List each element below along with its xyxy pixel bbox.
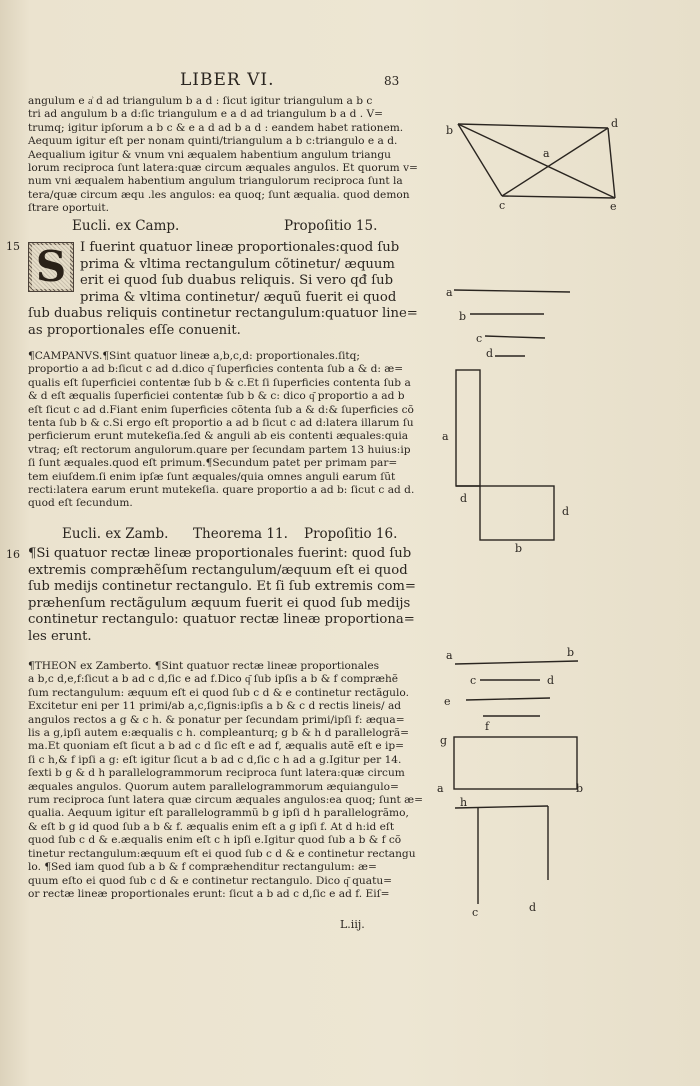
theon-line: lo. ¶Sed iam quod ſub a b & f compræhenditur rectangulum: æ= — [28, 861, 377, 874]
fig3-label-e: e — [444, 695, 451, 708]
theon-line: Excitetur eni per 11 primi/ab a,c,ſignis:ipſis a b & c d rectis lineis/ ad — [28, 700, 402, 713]
campanus-line: perficierum erunt mutekeſia.ſed & anguli ab eis contenti æquales:quia — [28, 430, 409, 443]
theon-line: ¶THEON ex Zamberto. ¶Sint quatuor rectæ lineæ proportionales — [28, 660, 380, 672]
prop16-line: les erunt. — [28, 628, 92, 644]
fig3-label-f: f — [485, 720, 490, 733]
fig3-label-d: d — [547, 674, 555, 687]
fig2-label-c: c — [476, 332, 483, 345]
campanus-line: ſi ſunt æquales.quod eſt primum.¶Secundum patet per primam par= — [28, 457, 398, 470]
fig3-label-g: g — [440, 734, 448, 747]
prop16-line: ¶Si quatuor rectæ lineæ proportionales fuerint: quod ſub — [28, 546, 412, 561]
prop15-line: erit ei quod ſub duabus reliquis. Si vero qđ ſub — [80, 273, 394, 289]
theon-line: quod ſub c d & e.æqualis enim eſt c h ipſi e.Igitur quod ſub a b & f cõ — [28, 834, 402, 847]
campanus-line: vtraq; eſt rectorum angulorum.quare per ſecundam partem 13 huius:ip — [28, 443, 411, 456]
fig1-label-d: d — [611, 117, 619, 130]
fig3-label-d-bottom: d — [529, 901, 537, 914]
fig1-label-e: e — [610, 200, 617, 213]
prop15-line: prima & vltima continetur/ æquũ fuerit ei quod — [80, 289, 397, 305]
proof-line: Aequalium igitur & vnum vni æqualem habentium angulum triangu — [28, 148, 391, 161]
theon-line: ma.Et quoniam eſt ſicut a b ad c d ſic eſt e ad f, æqualis autẽ eſt e ip= — [28, 740, 405, 753]
prop15-line: ſub duabus reliquis continetur rectangulum:quatuor line= — [28, 306, 418, 322]
figure-proposition-16 — [454, 661, 578, 904]
theon-line: & eſt b g id quod ſub a b & f. æqualis enim eſt a g ipſi f. At d h:id eſt — [28, 820, 395, 833]
campanus-line: ¶CAMPANVS.¶Sint quatuor lineæ a,b,c,d: proportionales.ſitq; — [28, 350, 360, 362]
theon-line: or rectæ lineæ proportionales erunt: ſicut a b ad c d,ſic e ad f. Eiſ= — [28, 887, 390, 900]
heading-eucli-zamb: Eucli. ex Zamb. — [62, 526, 169, 542]
theon-line: æquales angulos. Quorum autem parallelogrammorum æquiangulo= — [28, 780, 399, 793]
proof-line: Aequum igitur eſt per nonam quinti/triangulum a b c:triangulo e a d. — [28, 135, 398, 148]
heading-propositio-15: Propoſitio 15. — [284, 218, 378, 234]
fig3-label-a: a — [446, 649, 453, 662]
proof-line: trumq; igitur ipſorum a b c & e a d ad b a d : eandem habet rationem. — [28, 121, 404, 134]
fig2-label-d: d — [486, 347, 494, 360]
signature-mark: L.iij. — [340, 918, 365, 931]
campanus-line: tem eiuſdem.ſi enim ipſæ ſunt æquales/quia omnes anguli earum ſũt — [28, 470, 396, 483]
theon-line: lis a g,ipſi autem e:æqualis c h. compleanturq; g b & h d parallelogrã= — [28, 727, 410, 740]
campanus-line: proportio a ad b:ſicut c ad d.dico q͂ ſuperficies contenta ſub a & d: æ= — [28, 363, 404, 376]
heading-eucli-camp: Eucli. ex Camp. — [72, 218, 180, 234]
heading-theorema-11: Theorema 11. — [193, 526, 288, 542]
fig1-label-a: a — [543, 147, 550, 160]
campanus-line: eſt ſicut c ad d.Fiant enim ſuperficies cõtenta ſub a & d:& ſuperficies cõ — [28, 403, 414, 416]
prop16-line: ſub medijs continetur rectangulo. Et ſi ſub extremis com= — [28, 579, 416, 595]
fig2-label-a-rect: a — [442, 430, 449, 443]
fig1-label-c: c — [499, 199, 506, 212]
margin-number-16: 16 — [6, 548, 20, 561]
theon-line: ſi c h,& f ipſi a g: eſt igitur ſicut a b ad c d,ſic c h ad a g.Igitur per 14. — [28, 753, 402, 766]
fig2-label-d-side: d — [562, 505, 570, 518]
prop15-line: prima & vltima rectangulum cõtinetur/ æquum — [80, 256, 395, 272]
proof-line: ſtrare oportuit. — [28, 202, 109, 215]
fig2-label-d-rect: d — [460, 492, 468, 505]
campanus-line: tenta ſub b & c.Si ergo eſt proportio a ad b ſicut c ad d:latera illarum ſu — [28, 417, 414, 430]
fig3-label-c-bottom: c — [472, 906, 479, 919]
campanus-line: qualis eſt ſuperficiei contentæ ſub b & c.Et ſi ſuperficies contenta ſub a — [28, 376, 411, 389]
decorated-initial: S — [28, 242, 74, 292]
proof-line: lorum reciproca ſunt latera:quæ circum æquales angulos. Et quorum v= — [28, 162, 418, 175]
fig2-label-b-rect: b — [515, 542, 523, 555]
heading-propositio-16: Propoſitio 16. — [304, 526, 398, 542]
prop16-line: præhenſum rectãgulum æquum fuerit ei quod ſub medijs — [28, 595, 411, 611]
fig2-label-b: b — [459, 310, 467, 323]
fig3-label-c: c — [470, 674, 477, 687]
campanus-line: & d eſt æqualis ſuperficiei contentæ ſub b & c: dico q͂ proportio a ad b — [28, 390, 405, 403]
proof-line: tera/quæ circum æqu .les angulos: ea quoq; ſunt æqualia. quod demon — [28, 188, 410, 201]
fig3-label-a-rect: a — [437, 782, 444, 795]
theon-line: a b,c d,e,f:ſicut a b ad c d,ſic e ad f.Dico q͂ ſub ipſis a b & f compræhẽ — [28, 673, 399, 686]
fig3-label-b: b — [567, 646, 575, 659]
running-title: LIBER VI. — [180, 70, 275, 90]
prop15-line: I fuerint quatuor lineæ proportionales:quod ſub — [80, 240, 400, 255]
margin-number-15: 15 — [6, 240, 20, 253]
theon-line: ſum rectangulum: æquum eſt ei quod ſub c d & e continetur rectãgulo. — [28, 686, 409, 699]
prop15-line: as proportionales eſſe conuenit. — [28, 322, 241, 338]
theon-line: ſexti b g & d h parallelogrammorum reciproca ſunt latera:quæ circum — [28, 767, 405, 780]
prop16-line: continetur rectangulo: quatuor rectæ lineæ proportiona= — [28, 612, 415, 628]
fig3-label-h: h — [460, 796, 468, 809]
proof-line: angulum e a͗ d ad triangulum b a d : ſicut igitur triangulum a b c — [28, 95, 373, 107]
folio-number: 83 — [384, 74, 400, 88]
theon-line: angulos rectos a g & c h. & ponatur per ſecundam primi/ipſi f: æqua= — [28, 713, 405, 726]
theon-line: tinetur rectangulum:æquum eſt ei quod ſub c d & e continetur rectangu — [28, 847, 416, 860]
prop16-line: extremis compræhẽſum rectangulum/æquum eſt ei quod — [28, 562, 408, 578]
proof-line: tri ad angulum b a d:ſic triangulum e a d ad triangulum b a d . V= — [28, 108, 384, 121]
theon-line: qualia. Aequum igitur eſt parallelogrammũ b g ipſi d h parallelogrãmo, — [28, 807, 409, 820]
campanus-line: quod eſt ſecundum. — [28, 497, 133, 510]
fig2-label-a: a — [446, 286, 453, 299]
figure-triangles — [458, 124, 615, 198]
campanus-line: recti:latera earum erunt mutekeſia. quare proportio a ad b: ſicut c ad d. — [28, 484, 415, 497]
theon-line: rum reciproca ſunt latera quæ circum æquales angulos:ea quoq; ſunt æ= — [28, 794, 423, 807]
theon-line: quum eſto ei quod ſub c d & e continetur rectangulo. Dico q͂ quatu= — [28, 874, 393, 887]
figure-proposition-15 — [454, 290, 570, 540]
fig1-label-b: b — [446, 124, 454, 137]
proof-line: num vni æqualem habentium angulum triangulorum reciproca ſunt la — [28, 175, 403, 188]
fig3-label-b-rect: b — [576, 782, 584, 795]
